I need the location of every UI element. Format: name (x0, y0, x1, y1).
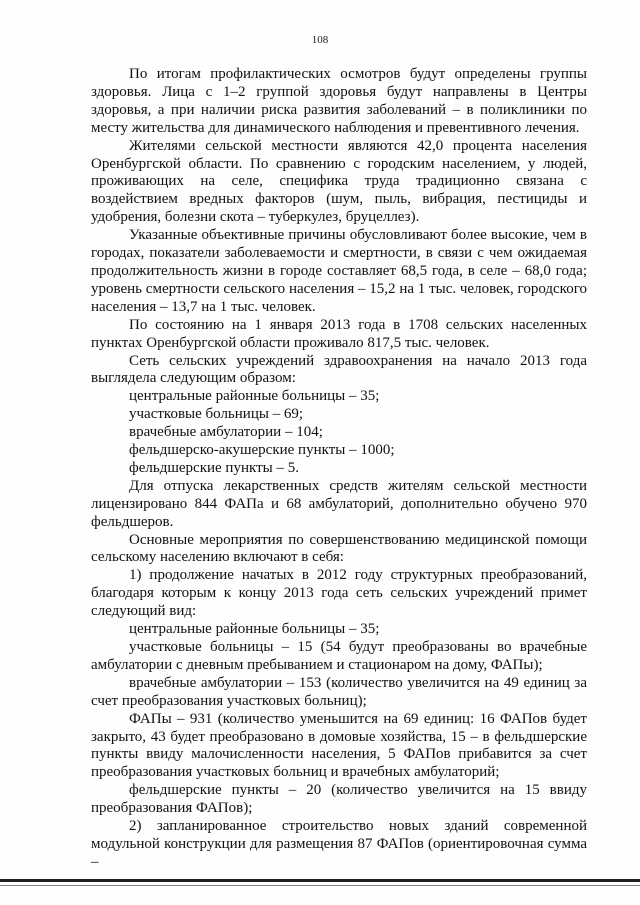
document-body (91, 66, 587, 872)
paragraph: Указанные объективные причины обусловливают более высокие, чем в городах, показатели заболеваемости и смертности, в связи с чем ожидаемая продолжительность жизни в городе составляет 68,5 года, в селе – 68,0 года; уровень смертности сельского населения – 15,2 на 1 тыс. человек, городского населения – 13,7 на 1 тыс. человек. (91, 227, 587, 315)
paragraph: Сеть сельских учреждений здравоохранения на начало 2013 года выглядела следующим образом: (91, 352, 587, 387)
list-item: фельдшерские пункты – 5. (129, 459, 299, 476)
paragraph: фельдшерские пункты – 20 (количество увеличится на 15 ввиду преобразования ФАПов); (91, 782, 587, 817)
paragraph: ФАПы – 931 (количество уменьшится на 69 единиц: 16 ФАПов будет закрыто, 43 будет преобразовано в домовые хозяйства, 15 – в фельдшерские пункты ввиду малочисленности населения, 5 ФАПов прибавится за счет преобразования участковых больниц и врачебных амбулаторий; (91, 710, 587, 781)
paragraph: участковые больницы – 15 (54 будут преобразованы во врачебные амбулатории с дневным пребыванием и стационаром на дому, ФАПы); (91, 639, 587, 673)
paragraph: врачебные амбулатории – 153 (количество увеличится на 49 единиц за счет преобразования участковых больниц); (91, 674, 587, 709)
paragraph: По состоянию на 1 января 2013 года в 1708 сельских населенных пунктах Оренбургской области проживало 817,5 тыс. человек. (91, 316, 587, 351)
list-item: фельдшерско-акушерские пункты – 1000; (129, 442, 395, 459)
bottom-edge-rule-secondary (0, 885, 640, 886)
bottom-edge-rule (0, 879, 640, 882)
list-item: центральные районные больницы – 35; (129, 388, 380, 405)
paragraph: 1) продолжение начатых в 2012 году структурных преобразований, благодаря которым к концу 2013 года сеть сельских учреждений примет следующий вид: (91, 567, 587, 620)
list-item: врачебные амбулатории – 104; (129, 424, 323, 441)
paragraph: Основные мероприятия по совершенствованию медицинской помощи сельскому населению включают в себя: (91, 531, 587, 566)
paragraph: По итогам профилактических осмотров будут определены группы здоровья. Лица с 1–2 группой здоровья будут направлены в Центры здоровья, а при наличии риска развития заболеваний – в поликлиники по месту жительства для динамического наблюдения и превентивного лечения. (91, 66, 587, 136)
paragraph: Жителями сельской местности являются 42,0 процента населения Оренбургской области. По сравнению с городским населением, у людей, проживающих на селе, специфика труда традиционно связана с воздействием вредных факторов (шум, пыль, вибрация, пестициды и удобрения, болезни скота – туберкулез, бруцеллез). (91, 137, 587, 226)
page-number: 108 (311, 34, 329, 46)
list-item: участковые больницы – 69; (129, 406, 304, 423)
paragraph: 2) запланированное строительство новых зданий современной модульной конструкции для размещения 87 ФАПов (ориентировочная сумма – (91, 818, 587, 870)
list-item: центральные районные больницы – 35; (129, 621, 380, 638)
paragraph: Для отпуска лекарственных средств жителям сельской местности лицензировано 844 ФАПа и 68 амбулаторий, дополнительно обучено 970 фельдшеров. (91, 477, 587, 530)
